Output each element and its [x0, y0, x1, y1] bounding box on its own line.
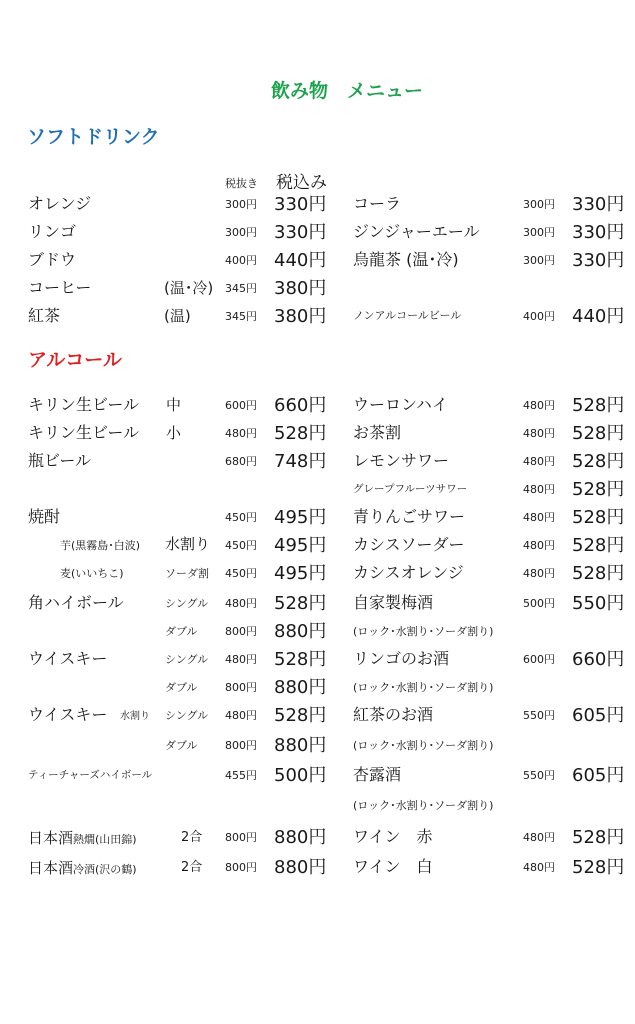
- price-tax-included: 495円: [274, 507, 327, 528]
- price-tax-excluded: 480円: [523, 483, 555, 496]
- menu-item-name-main: 日本酒: [28, 829, 74, 847]
- price-tax-included: 380円: [274, 278, 327, 299]
- menu-item-name: レモンサワー: [353, 451, 450, 470]
- menu-item-note: 中: [166, 396, 182, 414]
- menu-item-name: ジンジャーエール: [353, 222, 480, 241]
- price-tax-excluded: 450円: [225, 511, 257, 524]
- price-tax-included: 528円: [572, 535, 625, 556]
- menu-item-name: ウーロンハイ: [353, 395, 448, 414]
- menu-item-name: キリン生ビール: [28, 395, 140, 414]
- menu-item-sub: 冷酒(沢の鶴): [73, 863, 137, 876]
- price-tax-excluded: 480円: [225, 709, 257, 722]
- menu-item-name: ブドウ: [28, 250, 77, 269]
- price-tax-included: 528円: [572, 479, 625, 500]
- header-tax-included: 税込み: [276, 173, 327, 193]
- menu-item-name: リンゴ: [28, 222, 77, 241]
- menu-item-name: 焼酎: [28, 507, 61, 526]
- price-tax-excluded: 400円: [225, 254, 257, 267]
- menu-item-name: [28, 860, 137, 876]
- menu-item-name: ウイスキー: [28, 649, 108, 668]
- price-tax-excluded: 550円: [523, 769, 555, 782]
- price-tax-excluded: 680円: [225, 455, 257, 468]
- menu-item-name: 紅茶: [28, 306, 61, 325]
- price-tax-included: 495円: [274, 535, 327, 556]
- price-tax-excluded: 500円: [523, 597, 555, 610]
- price-tax-excluded: 800円: [225, 861, 257, 874]
- price-tax-excluded: 800円: [225, 625, 257, 638]
- serving-options: (ロック･水割り･ソーダ割り): [353, 625, 494, 638]
- menu-item-name: オレンジ: [28, 194, 92, 213]
- price-tax-excluded: 480円: [523, 831, 555, 844]
- price-tax-included: 528円: [274, 705, 327, 726]
- menu-item-name: ワイン 白: [353, 857, 433, 876]
- price-tax-excluded: 400円: [523, 310, 555, 323]
- menu-item-name: 瓶ビール: [28, 451, 92, 470]
- price-tax-excluded: 600円: [225, 399, 257, 412]
- menu-item-name: 麦(いいちこ): [60, 567, 124, 580]
- price-tax-included: 528円: [572, 827, 625, 848]
- price-tax-excluded: 300円: [523, 226, 555, 239]
- price-tax-included: 330円: [572, 194, 625, 215]
- menu-item-note: 2合: [181, 860, 203, 875]
- price-tax-included: 880円: [274, 857, 327, 878]
- price-tax-included: 380円: [274, 306, 327, 327]
- menu-item-note: ダブル: [165, 739, 198, 752]
- price-tax-included: 528円: [572, 857, 625, 878]
- price-tax-excluded: 480円: [523, 455, 555, 468]
- price-tax-included: 880円: [274, 827, 327, 848]
- price-tax-included: 748円: [274, 451, 327, 472]
- price-tax-excluded: 480円: [523, 399, 555, 412]
- price-tax-excluded: 300円: [225, 226, 257, 239]
- price-tax-excluded: 300円: [523, 198, 555, 211]
- price-tax-included: 330円: [274, 222, 327, 243]
- menu-item-name: カシスオレンジ: [353, 563, 464, 582]
- menu-item-name: [28, 830, 137, 846]
- serving-options: (ロック･水割り･ソーダ割り): [353, 681, 494, 694]
- menu-item-note: シングル: [165, 597, 209, 610]
- price-tax-included: 880円: [274, 677, 327, 698]
- menu-item-name: 角ハイボール: [28, 593, 124, 612]
- price-tax-included: 330円: [572, 250, 625, 271]
- price-tax-included: 330円: [572, 222, 625, 243]
- price-tax-included: 440円: [572, 306, 625, 327]
- price-tax-included: 880円: [274, 735, 327, 756]
- price-tax-excluded: 480円: [523, 567, 555, 580]
- price-tax-included: 528円: [274, 423, 327, 444]
- menu-item-note: 水割り: [165, 535, 211, 553]
- price-tax-included: 528円: [572, 563, 625, 584]
- price-tax-included: 500円: [274, 765, 327, 786]
- price-tax-excluded: 300円: [523, 254, 555, 267]
- menu-item-name: お茶割: [353, 423, 402, 442]
- menu-item-name: リンゴのお酒: [353, 649, 450, 668]
- price-tax-excluded: 480円: [225, 427, 257, 440]
- menu-item-name-main: 日本酒: [28, 859, 74, 877]
- menu-item-note: ダブル: [165, 625, 198, 638]
- menu-item-sub: 水割り: [120, 711, 150, 722]
- price-tax-excluded: 480円: [225, 653, 257, 666]
- menu-item-note: 小: [166, 424, 182, 442]
- price-tax-included: 330円: [274, 194, 327, 215]
- serving-options: (ロック･水割り･ソーダ割り): [353, 799, 494, 812]
- menu-item-note: シングル: [165, 653, 209, 666]
- menu-item-name: ノンアルコールビール: [353, 309, 462, 322]
- price-tax-excluded: 480円: [523, 511, 555, 524]
- menu-item-name: キリン生ビール: [28, 423, 140, 442]
- menu-item-note: (温･冷): [164, 279, 214, 297]
- menu-item-sub: 熱燗(山田錦): [73, 833, 137, 846]
- price-tax-excluded: 550円: [523, 709, 555, 722]
- menu-item-name: ティーチャーズハイボール: [28, 769, 153, 781]
- price-tax-included: 660円: [572, 649, 625, 670]
- menu-item-note: シングル: [165, 709, 209, 722]
- price-tax-included: 528円: [572, 423, 625, 444]
- menu-item-name: 青りんごサワー: [353, 507, 466, 526]
- header-tax-excluded: 税抜き: [225, 177, 258, 190]
- menu-item-name: 杏露酒: [353, 765, 402, 784]
- menu-item-name: カシスソーダー: [353, 535, 465, 554]
- menu-item-note: ソーダ割: [165, 567, 209, 580]
- price-tax-included: 528円: [572, 451, 625, 472]
- price-tax-excluded: 800円: [225, 681, 257, 694]
- price-tax-excluded: 480円: [523, 861, 555, 874]
- price-tax-included: 660円: [274, 395, 327, 416]
- menu-item-note: (温): [164, 307, 191, 325]
- menu-item-note: ダブル: [165, 681, 198, 694]
- price-tax-excluded: 480円: [523, 539, 555, 552]
- page-title: 飲み物 メニュー: [271, 80, 424, 102]
- price-tax-included: 550円: [572, 593, 625, 614]
- menu-item-name: 芋(黒霧島･白波): [60, 539, 141, 552]
- price-tax-included: 880円: [274, 621, 327, 642]
- menu-item-name: 自家製梅酒: [353, 593, 434, 612]
- price-tax-included: 605円: [572, 705, 625, 726]
- menu-item-name: ワイン 赤: [353, 827, 433, 846]
- price-tax-excluded: 480円: [523, 427, 555, 440]
- price-tax-included: 528円: [572, 507, 625, 528]
- price-tax-excluded: 455円: [225, 769, 257, 782]
- price-tax-excluded: 300円: [225, 198, 257, 211]
- price-tax-excluded: 345円: [225, 310, 257, 323]
- price-tax-excluded: 450円: [225, 567, 257, 580]
- price-tax-excluded: 345円: [225, 282, 257, 295]
- price-tax-included: 495円: [274, 563, 327, 584]
- price-tax-included: 528円: [572, 395, 625, 416]
- price-tax-excluded: 800円: [225, 831, 257, 844]
- price-tax-included: 528円: [274, 593, 327, 614]
- price-tax-excluded: 480円: [225, 597, 257, 610]
- menu-item-name: コーヒー: [28, 278, 92, 297]
- menu-item-name: ウイスキー: [28, 705, 108, 724]
- menu-item-name: 烏龍茶 (温･冷): [353, 250, 459, 269]
- price-tax-included: 440円: [274, 250, 327, 271]
- menu-item-name: 紅茶のお酒: [353, 705, 434, 724]
- serving-options: (ロック･水割り･ソーダ割り): [353, 739, 494, 752]
- price-tax-excluded: 800円: [225, 739, 257, 752]
- section-heading-alcohol: アルコール: [28, 349, 122, 371]
- section-heading-soft: ソフトドリンク: [27, 126, 160, 148]
- price-tax-excluded: 450円: [225, 539, 257, 552]
- price-tax-included: 528円: [274, 649, 327, 670]
- menu-item-name: コーラ: [353, 194, 402, 213]
- price-tax-included: 605円: [572, 765, 625, 786]
- menu-item-note: 2合: [181, 830, 203, 845]
- price-tax-excluded: 600円: [523, 653, 555, 666]
- menu-item-name: グレープフルーツサワー: [353, 483, 468, 495]
